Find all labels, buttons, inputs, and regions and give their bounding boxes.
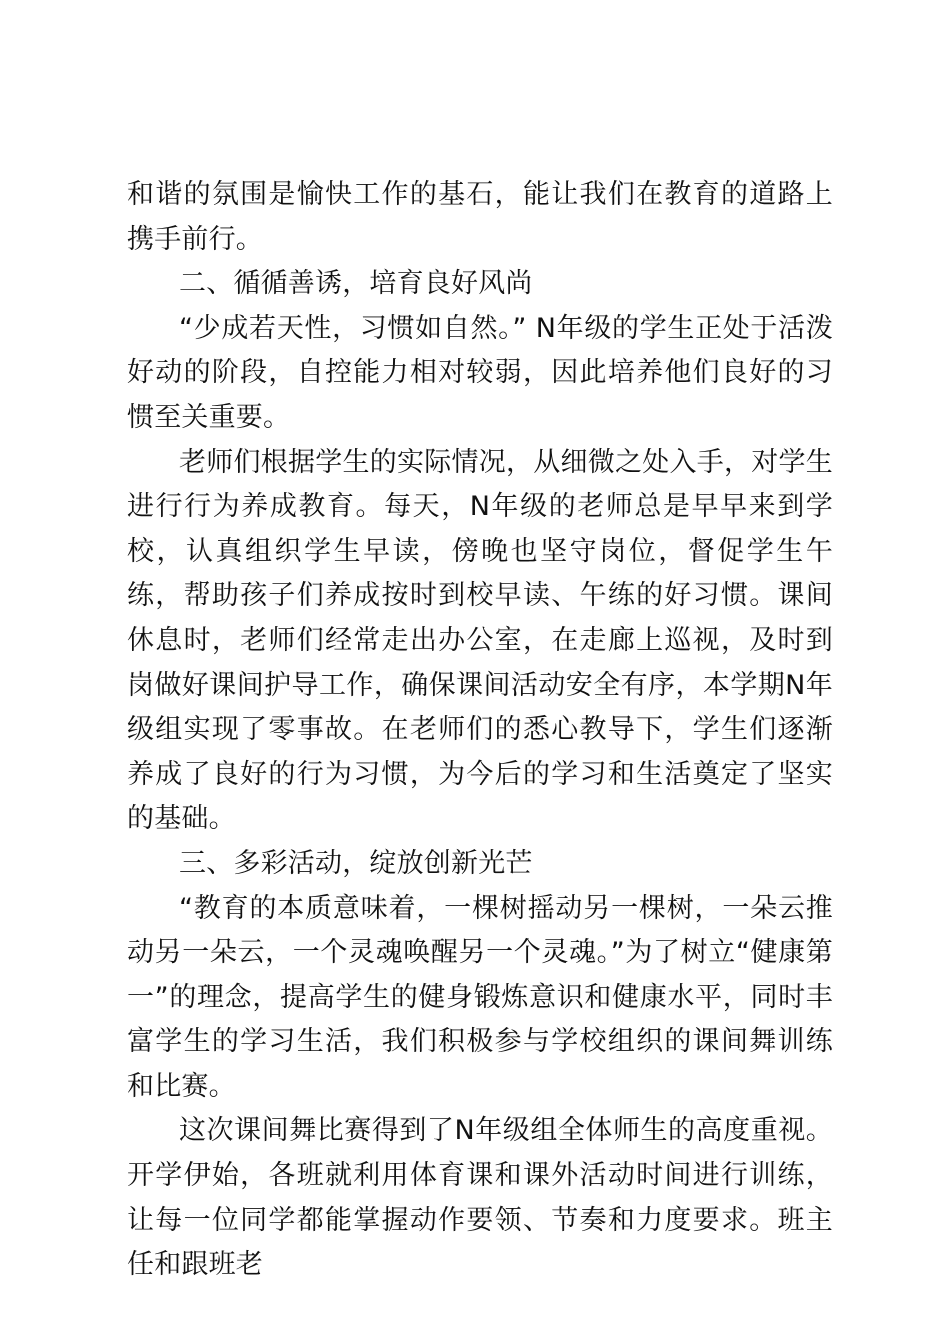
paragraph-3: 老师们根据学生的实际情况，从细微之处入手，对学生进行行为养成教育。每天，N年级的老师总是早早来到学校，认真组织学生早读，傍晚也坚守岗位，督促学生午练，帮助孩子们养成按时到校早读、午练的好习惯。课间休息时，老师们经常走出办公室，在走廊上巡视，及时到岗做好课间护导工作，确保课间活动安全有序，本学期N年级组实现了零事故。在老师们的悉心教导下，学生们逐渐养成了良好的行为习惯，为今后的学习和生活奠定了坚实的基础。 <box>127 446 833 835</box>
section-heading-3: 三、多彩活动，绽放创新光芒 <box>179 847 533 879</box>
document-body <box>127 173 833 1288</box>
section-heading-2: 二、循循善诱，培育良好风尚 <box>179 268 533 300</box>
paragraph-2: “少成若天性，习惯如自然。” N年级的学生正处于活泼好动的阶段，自控能力相对较弱，因此培养他们良好的习惯至关重要。 <box>127 312 833 433</box>
paragraph-4: “教育的本质意味着，一棵树摇动另一棵树，一朵云推动另一朵云，一个灵魂唤醒另一个灵魂。”为了树立“健康第一”的理念，提高学生的健身锻炼意识和健康水平，同时丰富学生的学习生活，我们积极参与学校组织的课间舞训练和比赛。 <box>127 892 833 1102</box>
paragraph-5: 这次课间舞比赛得到了N年级组全体师生的高度重视。开学伊始，各班就利用体育课和课外活动时间进行训练，让每一位同学都能掌握动作要领、节奏和力度要求。班主任和跟班老 <box>127 1115 833 1281</box>
paragraph-1: 和谐的氛围是愉快工作的基石，能让我们在教育的道路上携手前行。 <box>127 179 833 255</box>
